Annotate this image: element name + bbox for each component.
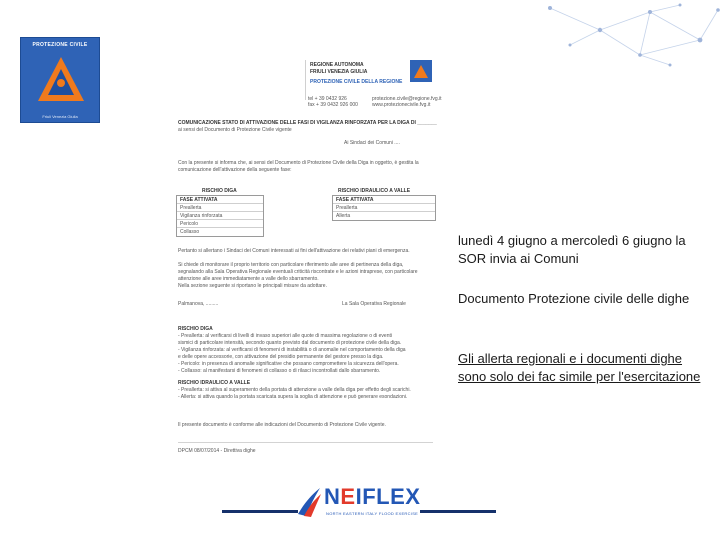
contact-right-1: protezione.civile@regione.fvg.it	[372, 96, 442, 102]
document-footer-ref: DPCM 08/07/2014 - Direttiva dighe	[178, 448, 256, 454]
document-intro-2: comunicazione dell'attivazione della seguente fase:	[178, 167, 292, 173]
document-body-5: Nella sezione seguente si riportano le principali misure da adottare.	[178, 283, 327, 289]
header-dept: PROTEZIONE CIVILE DELLA REGIONE	[310, 79, 403, 85]
legend-line-4: e delle opere accessorie, con attivazione del presidio permanente del gestore presso la diga.	[178, 354, 384, 360]
header-org-2: FRIULI VENEZIA GIULIA	[310, 69, 368, 75]
legend-title: RISCHIO DIGA	[178, 326, 213, 332]
table-row: Collasso	[180, 229, 200, 235]
document-body-1: Pertanto si allertano i Sindaci dei Comuni interessati ai fini dell'attivazione dei relativi piani di emergenza.	[178, 248, 410, 254]
note-disclaimer: Gli allerta regionali e i documenti dighe sono solo dei fac simile per l'esercitazione	[458, 351, 701, 384]
document-recipient: Ai Sindaci dei Comuni ....	[344, 140, 400, 146]
document-footer-note: Il presente documento è conforme alle indicazioni del Documento di Protezione Civile vigente.	[178, 422, 386, 428]
footer-line-right	[420, 510, 496, 513]
contact-right-2: www.protezionecivile.fvg.it	[372, 102, 431, 108]
document-sign-left: Palmanova, .........	[178, 301, 219, 307]
note-document: Documento Protezione civile delle dighe	[458, 291, 690, 306]
table-right-title: RISCHIO IDRAULICO A VALLE	[338, 188, 411, 194]
document-intro-1: Con la presente si informa che, ai sensi del Documento di Protezione Civile della Diga in oggetto, è gestita la	[178, 160, 419, 166]
table-row: Vigilanza rinforzata	[177, 212, 263, 220]
footer-line-left	[222, 510, 298, 513]
document-subject-2: ai sensi del Documento di Protezione Civile vigente	[178, 127, 292, 133]
table-row: FASE ATTIVATA	[333, 196, 435, 204]
table-left-title: RISCHIO DIGA	[202, 188, 237, 194]
logo-title: PROTEZIONE CIVILE	[32, 42, 88, 48]
legend2-title: RISCHIO IDRAULICO A VALLE	[178, 380, 251, 386]
table-risk-downstream	[332, 195, 436, 221]
legend2-line-2: - Allerta: si attiva quando la portata scaricata supera la soglia di attenzione e può generare esondazioni.	[178, 394, 408, 400]
table-risk-dam	[176, 195, 264, 237]
table-row: Preallerta	[333, 204, 435, 212]
protezione-civile-logo	[20, 37, 100, 123]
civil-protection-emblem-icon	[34, 51, 88, 109]
network-decoration	[530, 0, 720, 70]
legend-line-3: - Vigilanza rinforzata: al verificarsi di fenomeni di instabilità o di anomalie nel comportamento della diga	[178, 347, 406, 353]
document-body-2: Si chiede di monitorare il proprio territorio con particolare riferimento alle aree di pertinenza della diga,	[178, 262, 404, 268]
neiflex-swoosh-icon	[296, 486, 322, 518]
contact-left-2: fax + 39 0432 926 000	[308, 102, 358, 108]
header-org-1: REGIONE AUTONOMA	[310, 62, 364, 68]
legend-line-6: - Collasso: al manifestarsi di fenomeni di collasso o di rilasci incontrollati dallo sbarramento.	[178, 368, 381, 374]
document-subject-1: COMUNICAZIONE STATO DI ATTIVAZIONE DELLE FASI DI VIGILANZA RINFORZATA PER LA DIGA DI _______	[178, 120, 437, 126]
table-row: FASE ATTIVATA	[177, 196, 263, 204]
contact-left-1: tel + 39 0432 926	[308, 96, 347, 102]
legend2-line-1: - Preallerta: si attiva al superamento della portata di attenzione a valle della diga per effetto degli scarichi.	[178, 387, 411, 393]
neiflex-logo	[296, 482, 426, 528]
document-body-4: attenzione alle aree immediatamente a valle dello sbarramento.	[178, 276, 319, 282]
document-sign-right: La Sala Operativa Regionale	[342, 301, 406, 307]
table-row: Preallerta	[177, 204, 263, 212]
header-logo-icon	[410, 60, 432, 82]
document-body-3: segnalando alla Sala Operativa Regionale eventuali criticità riscontrate e le azioni intraprese, con particolare	[178, 269, 418, 275]
table-row: Allerta	[336, 213, 351, 219]
brand-subtitle: NORTH EASTERN ITALY FLOOD EXERCISE	[326, 511, 419, 516]
divider	[178, 442, 433, 443]
legend-line-2: sismici di particolare intensità, secondo quanto previsto dal documento di protezione civile della diga.	[178, 340, 402, 346]
table-row: Pericolo	[177, 220, 263, 228]
brand-wordmark: NEIFLEX	[324, 484, 421, 509]
legend-line-1: - Preallerta: al verificarsi di livelli di invaso superiori alle quote di massima regolazione o di eventi	[178, 333, 392, 339]
logo-footer: Friuli Venezia Giulia	[42, 114, 78, 119]
document-page	[172, 52, 444, 464]
note-schedule: lunedì 4 giugno a mercoledì 6 giugno la SOR invia ai Comuni	[458, 233, 686, 266]
legend-line-5: - Pericolo: in presenza di anomalie significative che possano compromettere la sicurezza dell'opera.	[178, 361, 399, 367]
